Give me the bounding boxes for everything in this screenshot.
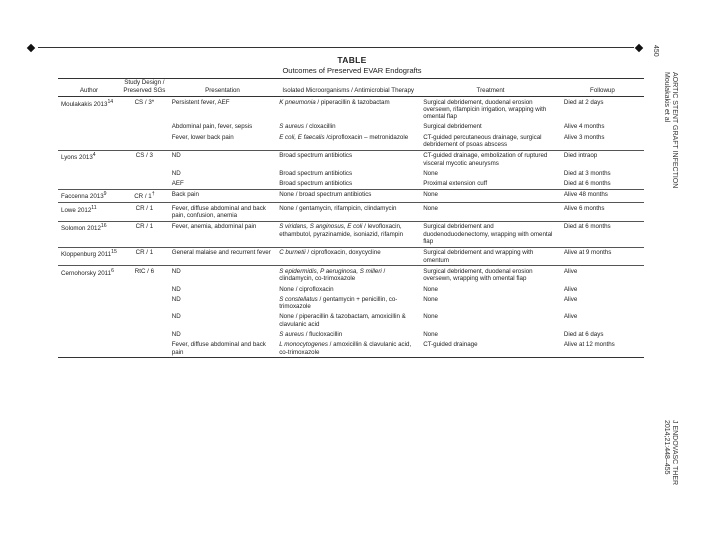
organism-name: L monocytogenes (279, 341, 328, 349)
design-value: CR / 1 (134, 193, 152, 201)
cell-design (120, 294, 169, 312)
cell-followup: Alive 6 months (561, 203, 644, 222)
cell-presentation: ND (171, 169, 181, 177)
table-title: TABLE (337, 55, 367, 65)
antimicrobial-therapy: / flucloxacillin (303, 330, 343, 338)
author-ref: 9 (103, 191, 107, 198)
cell-presentation: Persistent fever, AEF (171, 98, 230, 106)
cell-presentation: ND (171, 330, 181, 338)
design-value: RtC / 6 (134, 267, 155, 275)
organism-name: C burnetii (279, 249, 306, 257)
cell-author (58, 168, 120, 178)
cell-design (120, 329, 169, 339)
table-row (58, 132, 644, 150)
header-followup: Followup (561, 79, 644, 97)
cell-microorganisms (276, 294, 420, 312)
cell-design (120, 122, 169, 132)
cell-treatment: None (420, 189, 561, 202)
table-row (58, 247, 644, 266)
cell-followup: Died intraop (563, 152, 598, 160)
antimicrobial-therapy: None / piperacillin & tazobactam, amoxicillin & clavulanic acid (279, 313, 406, 328)
design-value: CR / 1 (135, 204, 154, 212)
cell-presentation: Fever, anemia, abdominal pain (169, 221, 276, 247)
cell-treatment: Surgical debridement and wrapping with omentum (420, 247, 561, 266)
cell-design (120, 247, 169, 266)
cell-microorganisms (276, 189, 420, 202)
design-value: CR / 1 (135, 223, 154, 231)
cell-author (58, 284, 120, 294)
running-title: AORTIC STENT GRAFT INFECTION (671, 72, 678, 189)
cell-presentation: Fever, diffuse abdominal and back pain, confusion, anemia (169, 203, 276, 222)
cell-treatment: None (423, 169, 438, 177)
header-design: Study Design / Preserved SGs (120, 79, 169, 97)
cell-followup: Alive 4 months (563, 123, 605, 131)
antimicrobial-therapy: Broad spectrum antibiotics (279, 169, 353, 177)
cell-microorganisms (276, 168, 420, 178)
cell-author (58, 329, 120, 339)
cell-treatment: CT-guided percutaneous drainage, surgical debridement of psoas abscess (420, 132, 561, 150)
table-row (58, 329, 644, 339)
outcomes-table (58, 78, 644, 358)
cell-treatment: CT-guided drainage (420, 340, 561, 358)
cell-treatment: CT-guided drainage, embolization of ruptured visceral mycotic aneurysms (423, 152, 548, 167)
cell-microorganisms (276, 122, 420, 132)
cell-followup: Alive 48 months (561, 189, 644, 202)
author-name: Kloppenburg 2011 (61, 251, 112, 259)
organism-name: S epidermidis, P aeruginosa, S milleri (279, 267, 382, 275)
author-ref: 14 (107, 98, 114, 105)
design-ref: † (151, 191, 155, 198)
cell-author (58, 203, 120, 222)
cell-author (58, 247, 120, 266)
cell-design (120, 284, 169, 294)
rule-diamond-left (27, 44, 35, 52)
author-name: Faccenna 2013 (61, 193, 104, 201)
cell-treatment: None (420, 203, 561, 222)
cell-design (120, 179, 169, 190)
cell-author (58, 97, 120, 122)
cell-followup: Died at 6 months (561, 179, 644, 190)
cell-microorganisms (276, 150, 420, 168)
antimicrobial-therapy: / cloxacillin (303, 123, 336, 131)
cell-followup: Died at 3 months (563, 169, 611, 177)
running-head (662, 72, 678, 188)
table-body (58, 97, 644, 358)
author-ref: 6 (111, 267, 114, 274)
author-ref: 4 (92, 152, 96, 159)
cell-followup: Alive (563, 295, 578, 303)
design-value: CS / 3* (134, 98, 155, 106)
cell-treatment: None (423, 295, 438, 303)
antimicrobial-therapy: None / broad spectrum antibiotics (279, 191, 372, 199)
header-treatment: Treatment (420, 79, 561, 97)
organism-name: K pneumonia (279, 98, 316, 106)
cell-author (58, 340, 120, 358)
table-row (58, 312, 644, 330)
cell-microorganisms (276, 329, 420, 339)
cell-microorganisms (276, 266, 420, 284)
antimicrobial-therapy: None / ciprofloxacin (279, 285, 334, 293)
antimicrobial-therapy: / clindamycin, co-trimoxazole (279, 267, 386, 283)
table-subtitle: Outcomes of Preserved EVAR Endografts (282, 66, 422, 75)
cell-presentation: Fever, lower back pain (169, 132, 276, 150)
cell-followup: Alive (563, 267, 578, 275)
table-row (58, 168, 644, 178)
cell-design (120, 189, 169, 202)
organism-name: S viridans, S anginosus, E coli (279, 223, 363, 231)
cell-microorganisms (276, 221, 420, 247)
cell-followup: Alive at 12 months (561, 340, 644, 358)
design-value: CS / 3 (135, 152, 153, 160)
cell-treatment: Proximal extension cuff (420, 179, 561, 190)
cell-microorganisms (276, 203, 420, 222)
cell-presentation: Back pain (169, 189, 276, 202)
table-row (58, 179, 644, 190)
cell-author (58, 150, 120, 168)
table-row (58, 122, 644, 132)
author-name: Lyons 2013 (61, 154, 93, 162)
cell-design (120, 168, 169, 178)
cell-author (58, 312, 120, 330)
cell-presentation: Abdominal pain, fever, sepsis (171, 123, 253, 131)
cell-followup: Alive 3 months (561, 132, 644, 150)
author-name: Solomon 2012 (61, 225, 101, 233)
cell-author (58, 221, 120, 247)
cell-treatment: Surgical debridement, duodenal erosion oversewn, rifampicin irrigation, wrapping with omental flap (423, 98, 547, 121)
author-ref: 11 (91, 204, 97, 211)
page-number: 450 (652, 45, 659, 57)
antimicrobial-therapy: / piperacillin & tazobactam (315, 98, 390, 106)
cell-presentation: ND (171, 295, 181, 303)
organism-name: S aureus (279, 123, 304, 131)
cell-design (120, 312, 169, 330)
header-rule (38, 47, 634, 48)
cell-presentation: ND (171, 285, 181, 293)
author-ref: 15 (111, 249, 117, 256)
table-row (58, 340, 644, 358)
header-presentation: Presentation (169, 79, 276, 97)
organism-name: S aureus (279, 330, 304, 338)
design-value: CR / 1 (135, 249, 154, 257)
author-name: Cernohorsky 2011 (61, 269, 112, 277)
cell-design (120, 203, 169, 222)
cell-presentation: General malaise and recurrent fever (169, 247, 276, 266)
antimicrobial-therapy: /ciprofloxacin – metronidazole (324, 133, 409, 141)
author-name: Moulakakis 2013 (61, 100, 108, 108)
cell-design (120, 266, 169, 284)
cell-design (120, 221, 169, 247)
cell-microorganisms (276, 97, 420, 122)
cell-presentation: AEF (169, 179, 276, 190)
cell-treatment: Surgical debridement (423, 123, 482, 131)
cell-microorganisms (276, 247, 420, 266)
cell-followup: Died at 6 days (563, 330, 604, 338)
header-author: Author (58, 79, 120, 97)
cell-presentation: ND (171, 152, 181, 160)
rule-diamond-right (635, 44, 643, 52)
cell-author (58, 122, 120, 132)
cell-presentation: ND (171, 313, 181, 321)
author-name: Lowe 2012 (61, 206, 92, 214)
cell-followup: Died at 2 days (563, 98, 604, 106)
organism-name: S constellatus (279, 295, 318, 303)
cell-author (58, 179, 120, 190)
cell-treatment: Surgical debridement, duodenal erosion oversewn, wrapping with omental flap (423, 267, 533, 283)
table-row (58, 150, 644, 168)
cell-treatment: Surgical debridement and duodenoduodenectomy, wrapping with omental flap (420, 221, 561, 247)
cell-microorganisms (276, 340, 420, 358)
cell-treatment: None (423, 330, 438, 338)
cell-microorganisms (276, 132, 420, 150)
table-row (58, 266, 644, 284)
cell-author (58, 266, 120, 284)
journal-name: J ENDOVASC THER (671, 420, 678, 486)
table-row (58, 97, 644, 122)
cell-presentation: ND (171, 267, 181, 275)
cell-design (120, 132, 169, 150)
cell-presentation: Fever, diffuse abdominal and back pain (169, 340, 276, 358)
cell-author (58, 132, 120, 150)
organism-name: E coli, E faecalis (279, 133, 325, 141)
antimicrobial-therapy: / amoxicillin & clavulanic acid, co-trimoxazole (279, 341, 412, 356)
cell-treatment: None (423, 285, 438, 293)
cell-followup: Alive (563, 313, 578, 321)
cell-design (120, 150, 169, 168)
author-ref: 16 (100, 223, 107, 230)
header-microorganisms: Isolated Microorganisms / Antimicrobial Therapy (276, 79, 420, 97)
antimicrobial-therapy: Broad spectrum antibiotics (279, 152, 353, 160)
table-row (58, 294, 644, 312)
journal-info (662, 420, 678, 485)
table-row (58, 284, 644, 294)
table-row (58, 203, 644, 222)
running-authors: Moulakakis et al (663, 72, 670, 123)
antimicrobial-therapy: / gentamycin + penicillin, co-trimoxazole (279, 295, 398, 311)
cell-author (58, 189, 120, 202)
table-row (58, 221, 644, 247)
antimicrobial-therapy: Broad spectrum antibiotics (279, 180, 353, 188)
cell-followup: Alive at 9 months (561, 247, 644, 266)
antimicrobial-therapy: / levofloxacin, ethambutol, pyrazinamide, isoniazid, rifampin (279, 223, 404, 238)
cell-microorganisms (276, 284, 420, 294)
table-row (58, 189, 644, 202)
journal-citation: 2014;21:448–455 (663, 420, 670, 475)
cell-author (58, 294, 120, 312)
antimicrobial-therapy: None / gentamycin, rifampicin, clindamycin (279, 204, 397, 212)
cell-microorganisms (276, 179, 420, 190)
cell-microorganisms (276, 312, 420, 330)
cell-design (120, 97, 169, 122)
cell-followup: Died at 6 months (561, 221, 644, 247)
cell-design (120, 340, 169, 358)
antimicrobial-therapy: / ciprofloxacin, doxycycline (305, 249, 381, 257)
cell-followup: Alive (563, 285, 578, 293)
cell-treatment: None (423, 313, 438, 321)
